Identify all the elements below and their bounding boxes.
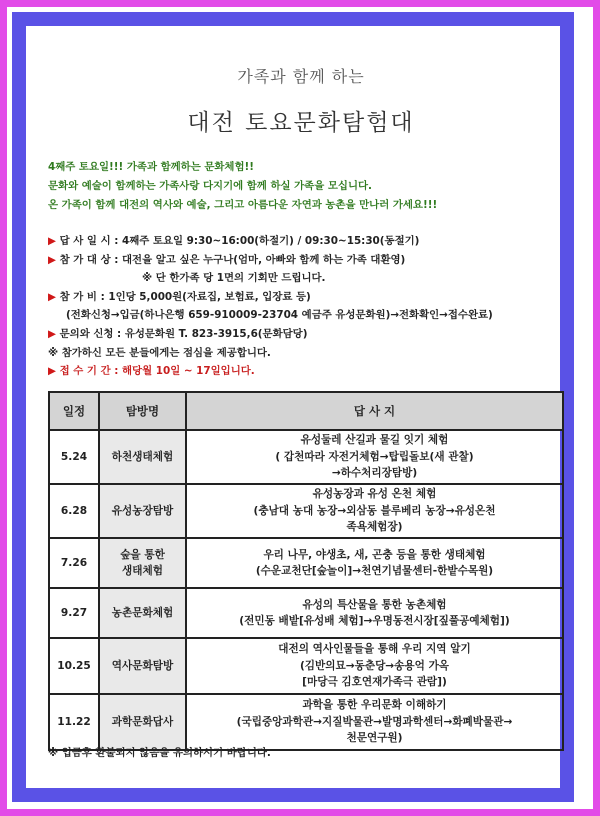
flyer-title: 대전 토요문화탐험대 xyxy=(187,110,415,136)
intro-line: 온 가족이 함께 대전의 역사와 예술, 그리고 아름다운 자연과 농촌을 만나러 가세요!!! xyxy=(48,199,438,211)
info-contact-text: 문의와 신청 : 유성문화원 T. 823-3915,6(문화담당) xyxy=(59,327,308,340)
row-detail-line: (수운교천단[숲놀이]→천연기념물센터-한밭수목원) xyxy=(255,565,494,577)
refund-footnote: ※ 입금후 환불되지 않음을 유의하시기 바랍니다. xyxy=(48,747,271,759)
row-detail-line: 유성둘레 산길과 물길 잇기 체험 xyxy=(300,434,449,447)
row-program-line: 농촌문화체험 xyxy=(111,607,174,619)
row-date: 6.28 xyxy=(49,484,99,538)
info-period-text: 접 수 기 간 : 해당월 10일 ~ 17일입니다. xyxy=(59,365,255,378)
row-date: 9.27 xyxy=(49,588,99,638)
flyer-sheet xyxy=(28,28,574,788)
info-target xyxy=(48,251,568,270)
row-program-line: 역사문화탐방 xyxy=(111,660,174,672)
row-detail-line: 과학을 통한 우리문화 이해하기 xyxy=(302,699,447,712)
row-destinations xyxy=(186,638,563,694)
bullet-arrow-icon: ▶ xyxy=(48,290,56,303)
info-schedule-text: 답 사 일 시 : 4째주 토요일 9:30~16:00(하절기) / 09:30~15:30(동절기) xyxy=(59,235,420,247)
info-block xyxy=(48,232,568,381)
row-detail-line: 천문연구원) xyxy=(346,732,403,745)
bullet-arrow-icon: ▶ xyxy=(48,235,56,247)
table-row xyxy=(49,638,563,694)
table-row xyxy=(49,538,563,588)
info-fee xyxy=(48,288,568,307)
row-detail-line: [마당극 김호연재가족극 관람]) xyxy=(302,676,447,689)
info-target-text: 참 가 대 상 : 대전을 알고 싶은 누구나(엄마, 아빠와 함께 하는 가족 대환영) xyxy=(59,253,406,266)
row-detail-line: (전민동 배밭[유성배 체험]→우명동전시장[짚풀공예체험]) xyxy=(239,615,510,627)
row-detail-line: 유성농장과 유성 온천 체험 xyxy=(312,488,437,501)
row-date: 10.25 xyxy=(49,638,99,694)
row-date: 5.24 xyxy=(49,430,99,484)
row-program-line: 생태체험 xyxy=(122,565,163,577)
info-period xyxy=(48,362,568,381)
header-date: 일정 xyxy=(49,392,99,430)
row-program-line: 숲을 통한 xyxy=(120,549,165,561)
row-destinations xyxy=(186,588,563,638)
row-detail-line: 우리 나무, 야생초, 새, 곤충 등을 통한 생태체험 xyxy=(263,548,486,561)
intro-block xyxy=(48,158,568,215)
info-contact xyxy=(48,325,568,344)
intro-line: 4째주 토요일!!! 가족과 함께하는 문화체험!! xyxy=(48,161,254,173)
bullet-arrow-icon: ▶ xyxy=(48,253,56,266)
row-program-line: 하천생태체험 xyxy=(111,451,174,463)
flyer-subtitle: 가족과 함께 하는 xyxy=(237,67,365,86)
row-program-line: 유성농장탐방 xyxy=(111,505,174,517)
row-program-line: 과학문화답사 xyxy=(111,716,174,728)
table-row xyxy=(49,484,563,538)
info-target-note: ※ 단 한가족 당 1면의 기회만 드립니다. xyxy=(142,272,326,285)
table-row xyxy=(49,430,563,484)
row-program xyxy=(99,538,186,588)
row-destinations xyxy=(186,538,563,588)
info-lunch-note: ※ 참가하신 모든 분들에게는 점심을 제공합니다. xyxy=(48,346,271,359)
row-detail-line: ( 갑천따라 자전거체험→탑립돌보(새 관찰) xyxy=(275,450,474,463)
row-detail-line: (김반의묘→동춘당→송용억 가옥 xyxy=(299,659,450,672)
bullet-arrow-icon: ▶ xyxy=(48,365,56,378)
bullet-arrow-icon: ▶ xyxy=(48,327,56,340)
intro-line: 문화와 예술이 함께하는 가족사랑 다지기에 함께 하실 가족을 모십니다. xyxy=(48,180,372,192)
row-program xyxy=(99,638,186,694)
row-destinations xyxy=(186,484,563,538)
schedule-table xyxy=(48,391,564,751)
table-row xyxy=(49,694,563,750)
row-program xyxy=(99,694,186,750)
table-header-row xyxy=(49,392,563,430)
row-destinations xyxy=(186,430,563,484)
row-destinations xyxy=(186,694,563,750)
header-destinations: 답 사 지 xyxy=(186,392,563,430)
row-date: 11.22 xyxy=(49,694,99,750)
row-detail-line: (국립중앙과학관→지질박물관→발명과학센터→화폐박물관→ xyxy=(236,715,513,728)
table-row xyxy=(49,588,563,638)
info-schedule xyxy=(48,232,568,251)
row-date: 7.26 xyxy=(49,538,99,588)
row-detail-line: 족욕체험장) xyxy=(346,521,403,534)
row-program xyxy=(99,484,186,538)
header-program: 탐방명 xyxy=(99,392,186,430)
info-fee-text: 참 가 비 : 1인당 5,000원(자료집, 보험료, 입장료 등) xyxy=(59,290,311,303)
row-program xyxy=(99,430,186,484)
row-program xyxy=(99,588,186,638)
row-detail-line: 대전의 역사인물들을 통해 우리 지역 알기 xyxy=(278,643,471,656)
row-detail-line: →하수처리장탐방) xyxy=(331,467,418,480)
row-detail-line: (충남대 농대 농장→외삼동 블루베리 농장→유성온천 xyxy=(253,504,496,517)
info-fee-detail: (전화신청→입금(하나은행 659-910009-23704 예금주 유성문화원)→전화확인→접수완료) xyxy=(66,309,493,322)
row-detail-line: 유성의 특산물을 통한 농촌체험 xyxy=(302,598,447,611)
